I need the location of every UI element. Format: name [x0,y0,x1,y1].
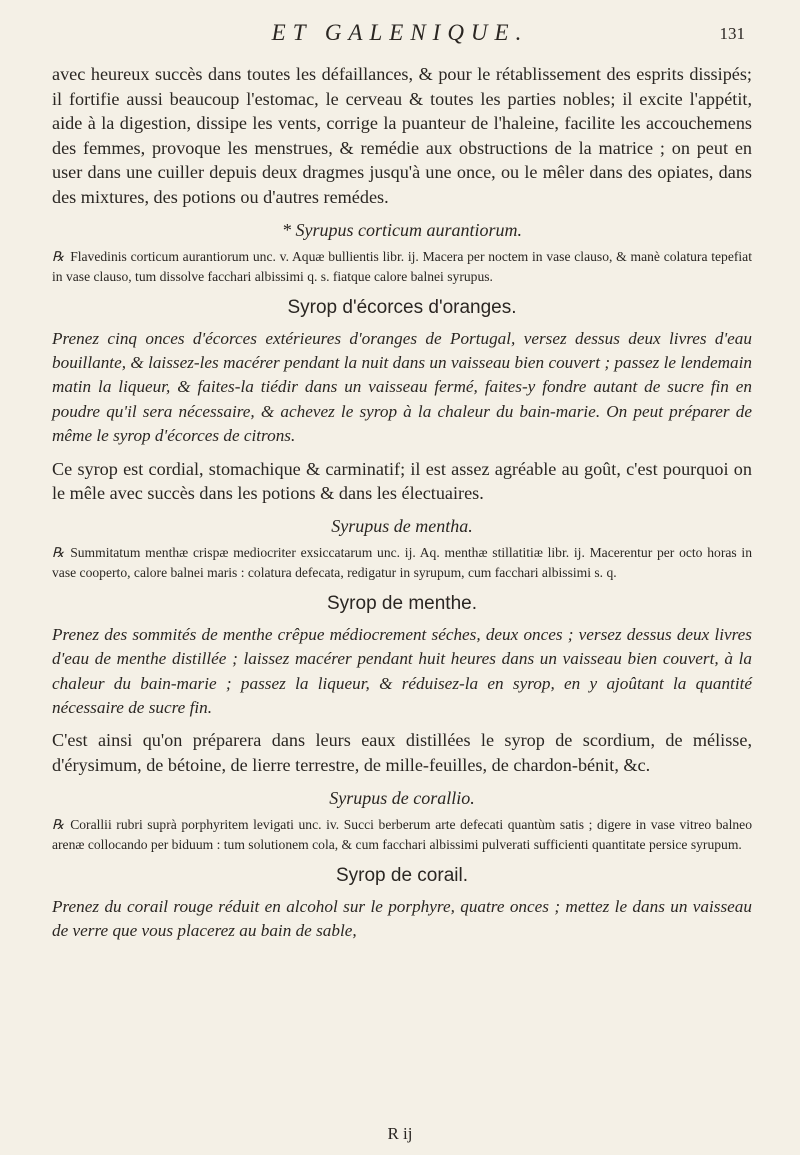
recipe-section-mint [52,516,752,778]
intro-paragraph: avec heureux succès dans toutes les défaillances, & pour le rétablissement des esprits dissipés; il fortifie aussi beaucoup l'estomac, le cerveau & toutes les parties nobles; il excite l'appétit, aide à la digestion, dissipe les vents, corrige la puanteur de l'haleine, facilite les accouchemens des femmes, provoque les menstrues, & remédie aux obstructions de la matrice ; on peut en user dans une cuiller depuis deux dragmes jusqu'à une once, ou le mêler dans des opiates, dans des mixtures, des potions ou d'autres remédes. [52,64,752,207]
latin-recipe [52,247,752,287]
recipe-section-orange [52,220,752,506]
french-body: Prenez des sommités de menthe crêpue médiocrement séches, deux onces ; versez dessus deux livres d'eau de menthe distillée ; laissez macérer pendant huit heures dans un vaisseau bien couvert, à la chaleur du bain-marie ; passez la liqueur, & réduisez-la en syrop, en y ajoûtant la quantité nécessaire de sucre fin. [52,624,752,717]
recipe-symbol: ℞ [52,816,65,832]
latin-title: * Syrupus corticum aurantiorum. [282,219,522,240]
recipe-symbol: ℞ [52,544,65,560]
latin-recipe [52,543,752,583]
recipe-section-coral [52,788,752,944]
page-body [52,62,752,943]
signature-mark: R ij [387,1124,413,1143]
section-note: C'est ainsi qu'on préparera dans leurs eaux distillées le syrop de scordium, de mélisse, d'érysimum, de bétoine, de lierre terrestre, de mille-feuilles, de chardon-bénit, &c. [52,730,752,775]
french-title: Syrop de corail. [335,864,468,886]
page-number: 131 [719,24,745,43]
latin-title: Syrupus de corallio. [329,787,475,808]
latin-title: Syrupus de mentha. [331,515,473,536]
french-body: Prenez cinq onces d'écorces extérieures d'oranges de Portugal, versez dessus deux livres d'eau bouillante, & laissez-les macérer pendant la nuit dans un vaisseau bien couvert ; passez le lendemain matin la liqueur, & faites-la tiédir dans un vaisseau fermé, faites-y fondre autant de sucre fin en poudre qu'il sera nécessaire, & achevez le syrop à la chaleur du bain-marie. On peut préparer de même le syrop d'écorces de citrons. [52,328,752,446]
running-head: ET GALENIQUE. [271,20,529,45]
latin-recipe [52,815,752,855]
french-title: Syrop d'écorces d'oranges. [287,296,517,318]
recipe-symbol: ℞ [52,248,65,264]
latin-recipe-text: Flavedinis corticum aurantiorum unc. v. Aquæ bullientis libr. ij. Macera per noctem in vase clauso, & manè colatura tepefiat in vase clauso, tum dissolve facchari albissimi q. s. fiatque calore balnei syrupus. [52,248,752,284]
latin-recipe-text: Corallii rubri suprà porphyritem levigati unc. iv. Succi berberum arte defecati quantùm satis ; digere in vase vitreo balneo arenæ collocando per biduum : tum solutionem cola, & cum facchari albissimi pulverati sufficienti quantitate persice syrupum. [52,816,752,852]
latin-recipe-text: Summitatum menthæ crispæ mediocriter exsiccatarum unc. ij. Aq. menthæ stillatitiæ libr. ij. Macerentur per octo horas in vase cooperto, calore balnei maris : colatura defecata, redigatur in syrupum, cum facchari albissimi s. q. [52,544,752,580]
french-title: Syrop de menthe. [327,592,477,614]
french-body: Prenez du corail rouge réduit en alcohol sur le porphyre, quatre onces ; mettez le dans un vaisseau de verre que vous placerez au bain de sable, [52,896,752,940]
page-header [0,12,800,52]
section-note: Ce syrop est cordial, stomachique & carminatif; il est assez agréable au goût, c'est pourquoi on le mêle avec succès dans les potions & dans les électuaires. [52,458,752,504]
